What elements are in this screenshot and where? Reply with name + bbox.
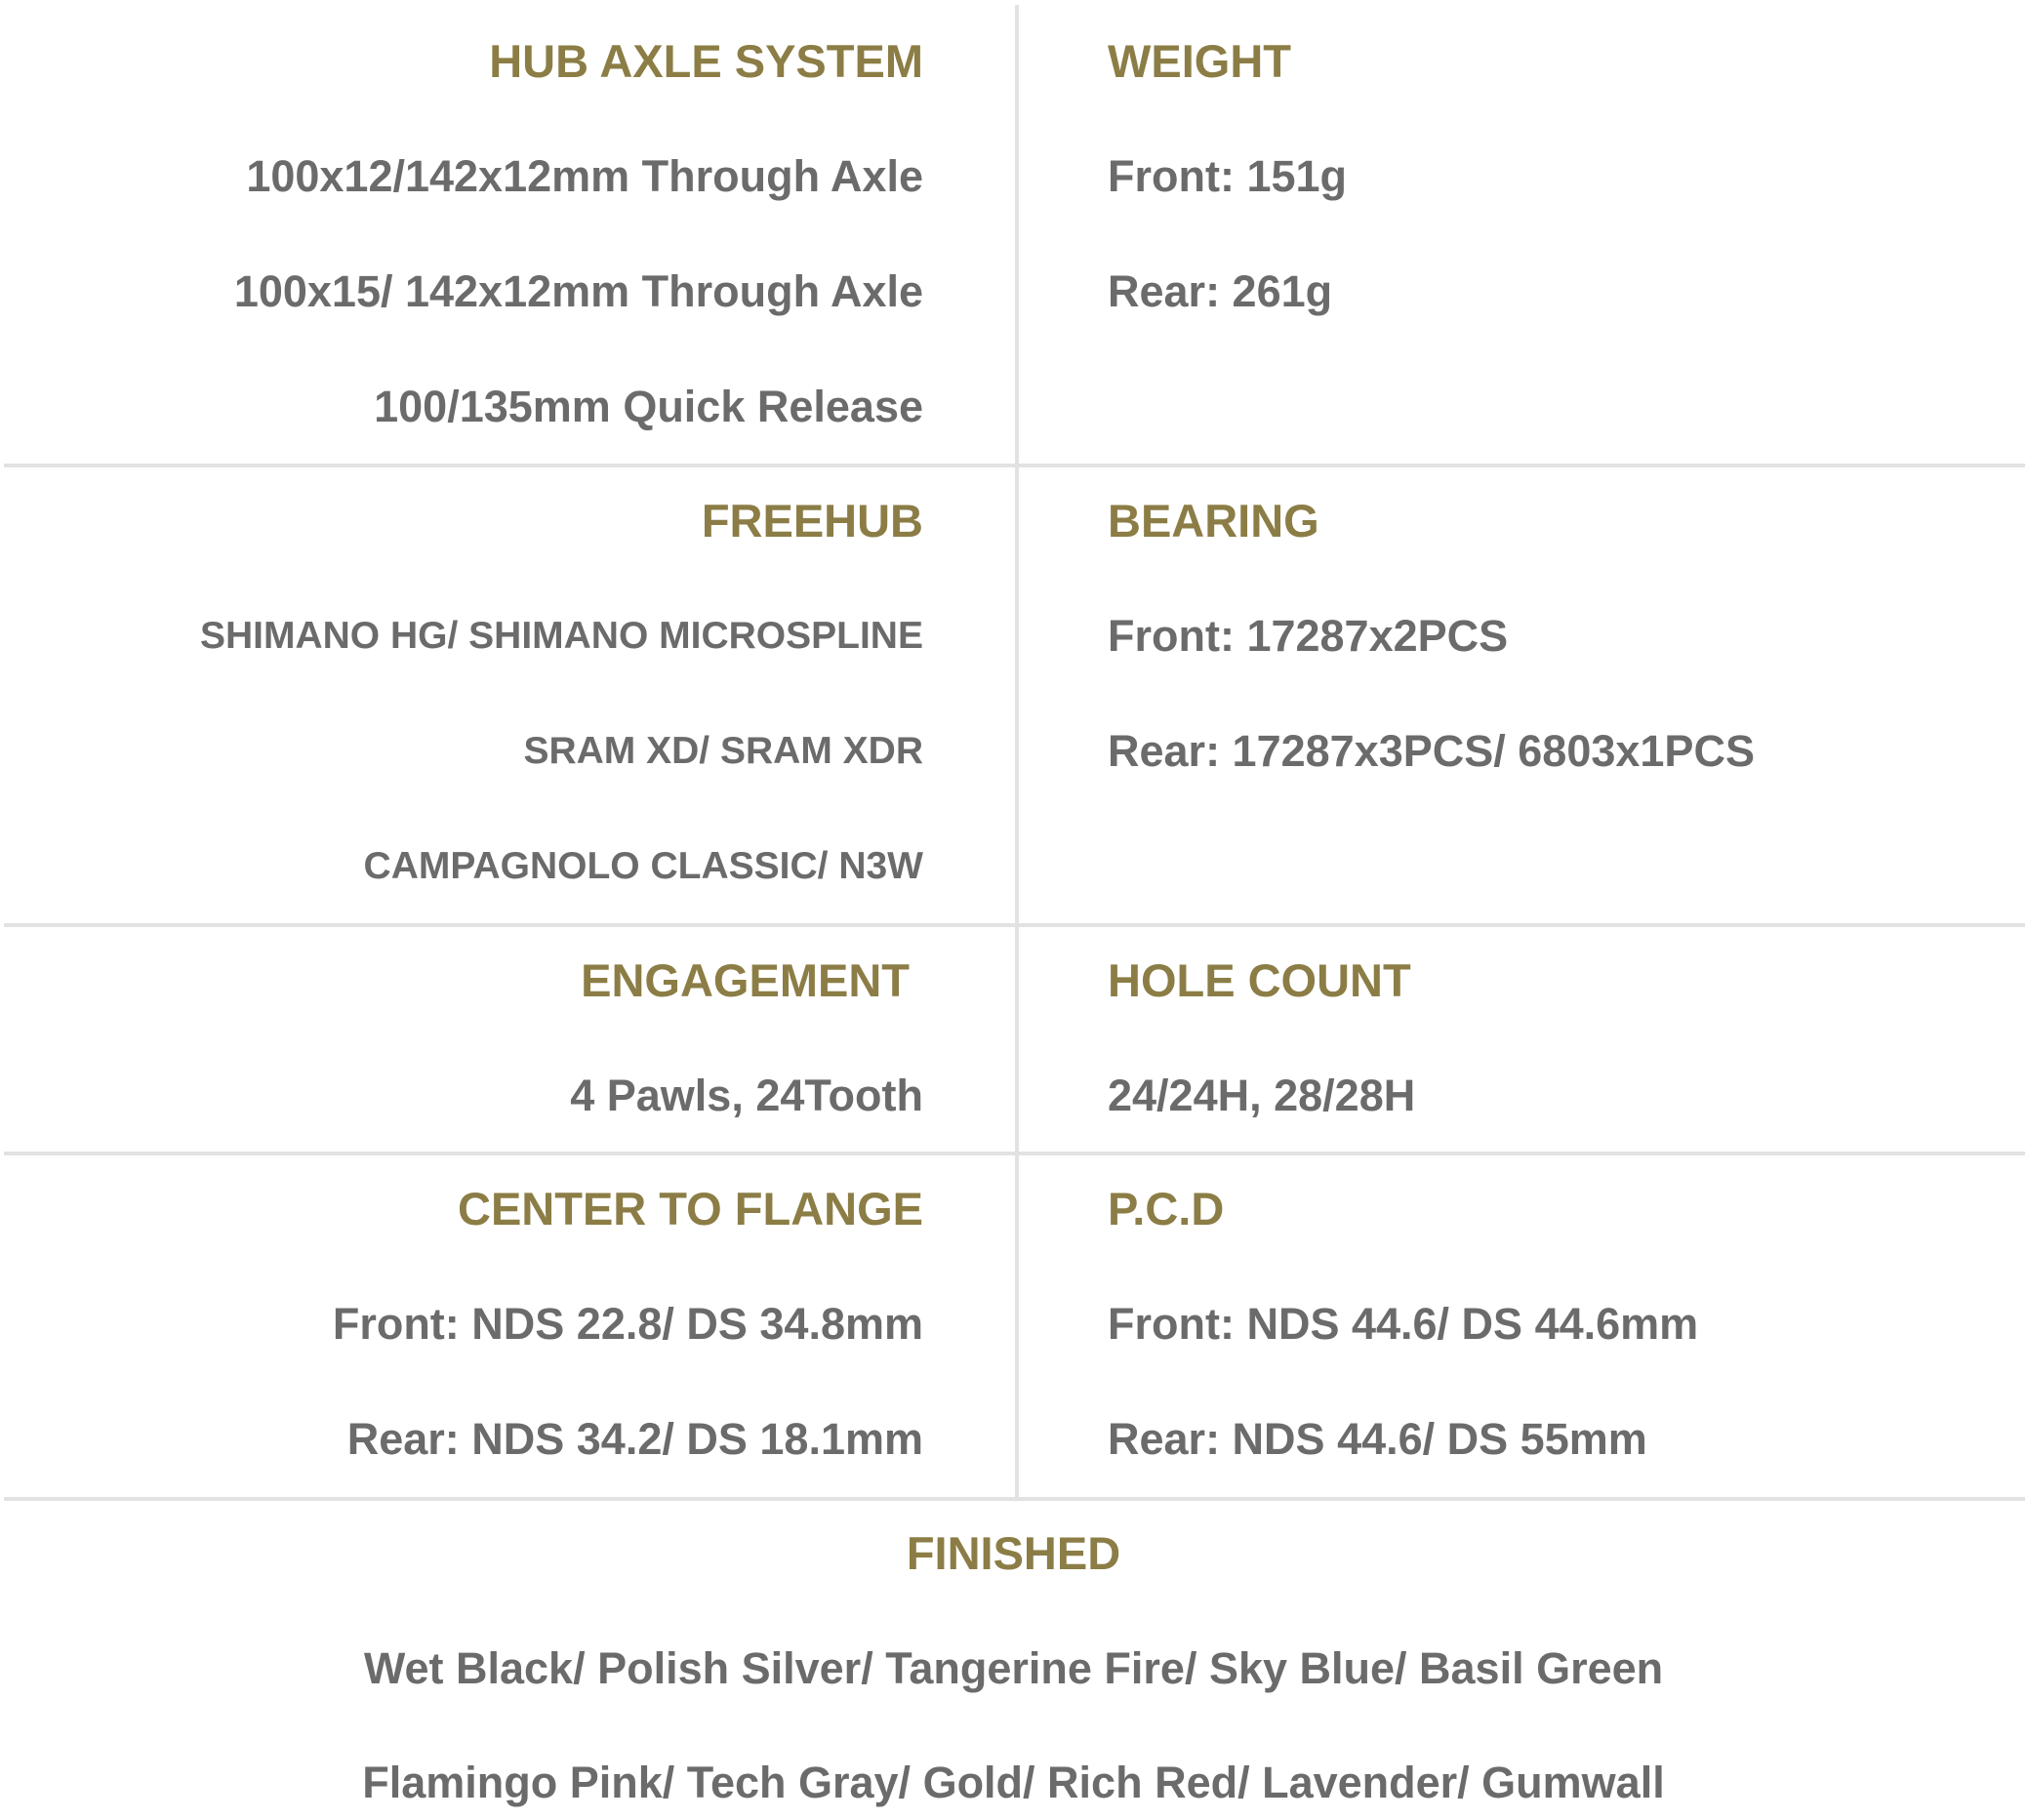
- center-to-flange-value: Front: NDS 22.8/ DS 34.8mm: [332, 1299, 923, 1349]
- hole-count-value: 24/24H, 28/28H: [1108, 1071, 1416, 1120]
- hole-count-heading: HOLE COUNT: [1108, 954, 1411, 1006]
- row-divider: [4, 1152, 2025, 1155]
- bearing-value: Front: 17287x2PCS: [1108, 611, 1509, 661]
- column-divider: [1015, 467, 1019, 923]
- row-divider: [4, 464, 2025, 467]
- engagement-value: 4 Pawls, 24Tooth: [570, 1071, 923, 1120]
- center-to-flange-value: Rear: NDS 34.2/ DS 18.1mm: [346, 1414, 923, 1464]
- weight-value: Front: 151g: [1108, 151, 1348, 201]
- pcd-value: Front: NDS 44.6/ DS 44.6mm: [1108, 1299, 1699, 1349]
- hub-axle-system-heading: HUB AXLE SYSTEM: [489, 35, 923, 87]
- freehub-value: SHIMANO HG/ SHIMANO MICROSPLINE: [199, 615, 923, 657]
- hub-axle-value: 100x15/ 142x12mm Through Axle: [233, 266, 923, 316]
- freehub-value: SRAM XD/ SRAM XDR: [523, 730, 923, 772]
- weight-value: Rear: 261g: [1108, 266, 1333, 316]
- freehub-heading: FREEHUB: [701, 495, 923, 546]
- hub-axle-value: 100/135mm Quick Release: [374, 382, 923, 431]
- hub-axle-value: 100x12/142x12mm Through Axle: [246, 151, 923, 201]
- pcd-heading: P.C.D: [1108, 1183, 1225, 1234]
- finished-heading: FINISHED: [906, 1527, 1121, 1579]
- row-divider: [4, 923, 2025, 927]
- center-to-flange-heading: CENTER TO FLANGE: [458, 1183, 923, 1234]
- row-divider: [4, 1497, 2025, 1501]
- pcd-value: Rear: NDS 44.6/ DS 55mm: [1108, 1414, 1647, 1464]
- column-divider: [1015, 1155, 1019, 1497]
- column-divider: [1015, 5, 1019, 464]
- weight-heading: WEIGHT: [1108, 35, 1291, 87]
- bearing-heading: BEARING: [1108, 495, 1319, 546]
- engagement-heading: ENGAGEMENT: [581, 954, 910, 1006]
- column-divider: [1015, 927, 1019, 1152]
- freehub-value: CAMPAGNOLO CLASSIC/ N3W: [363, 845, 923, 887]
- finished-value: Wet Black/ Polish Silver/ Tangerine Fire/ Sky Blue/ Basil Green: [363, 1643, 1664, 1693]
- bearing-value: Rear: 17287x3PCS/ 6803x1PCS: [1108, 726, 1755, 776]
- finished-value: Flamingo Pink/ Tech Gray/ Gold/ Rich Red/ Lavender/ Gumwall: [362, 1758, 1665, 1807]
